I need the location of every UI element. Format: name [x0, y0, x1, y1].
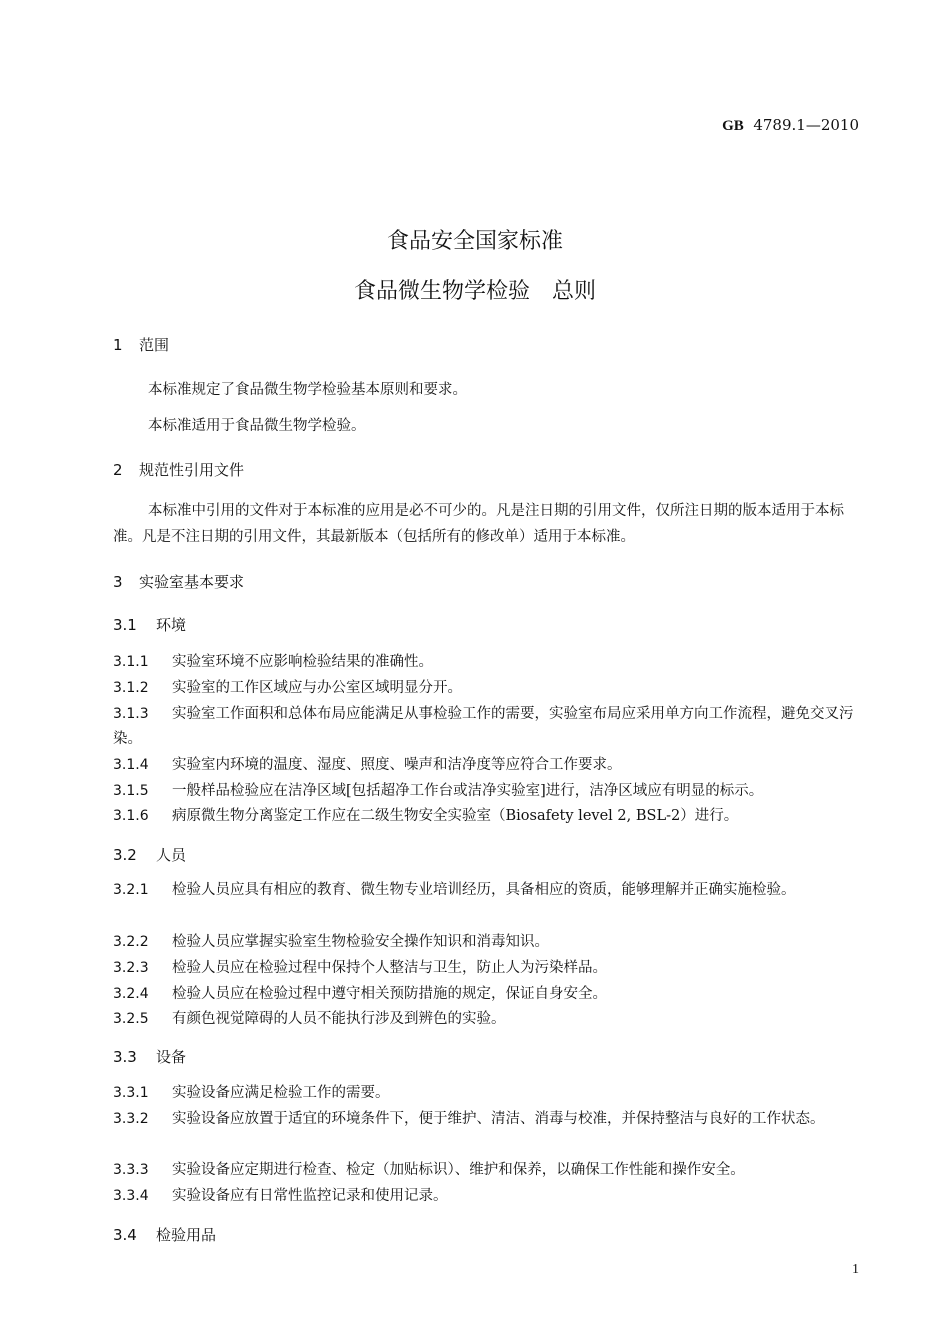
- clause-3-2-5: 3.2.5 有颜色视觉障碍的人员不能执行涉及到辨色的实验。: [113, 1011, 506, 1027]
- clause-3-2-2: 3.2.2 检验人员应掌握实验室生物检验安全操作知识和消毒知识。: [113, 934, 549, 950]
- section-2-heading: 2 规范性引用文件: [113, 461, 245, 479]
- section-3-1-heading: 3.1 环境: [113, 616, 187, 634]
- standard-number: 4789.1—2010: [753, 116, 859, 134]
- clause-3-1-4: 3.1.4 实验室内环境的温度、湿度、照度、噪声和洁净度等应符合工作要求。: [113, 757, 622, 773]
- standard-code: GB 4789.1—2010: [722, 116, 859, 134]
- section-1-para-2: 本标准适用于食品微生物学检验。: [148, 418, 366, 434]
- clause-3-3-3: 3.3.3 实验设备应定期进行检查、检定（加贴标识）、维护和保养，以确保工作性能和操作安全。: [113, 1162, 745, 1178]
- section-3-3-heading: 3.3 设备: [113, 1048, 187, 1066]
- section-3-4-heading: 3.4 检验用品: [113, 1226, 217, 1244]
- section-1-para-1: 本标准规定了食品微生物学检验基本原则和要求。: [148, 382, 467, 398]
- page-number: 1: [852, 1262, 859, 1277]
- clause-3-1-6: 3.1.6 病原微生物分离鉴定工作应在二级生物安全实验室（Biosafety level 2, BSL-2）进行。: [113, 808, 739, 824]
- clause-3-2-4: 3.2.4 检验人员应在检验过程中遵守相关预防措施的规定，保证自身安全。: [113, 986, 607, 1002]
- section-3-heading: 3 实验室基本要求: [113, 573, 245, 591]
- clause-3-3-1: 3.3.1 实验设备应满足检验工作的需要。: [113, 1085, 390, 1101]
- section-3-2-heading: 3.2 人员: [113, 846, 187, 864]
- clause-3-1-2: 3.1.2 实验室的工作区域应与办公室区域明显分开。: [113, 680, 462, 696]
- document-title-line2: 食品微生物学检验 总则: [353, 279, 596, 304]
- clause-3-3-4: 3.3.4 实验设备应有日常性监控记录和使用记录。: [113, 1188, 448, 1204]
- clause-3-1-1: 3.1.1 实验室环境不应影响检验结果的准确性。: [113, 654, 433, 670]
- clause-3-2-3: 3.2.3 检验人员应在检验过程中保持个人整洁与卫生，防止人为污染样品。: [113, 960, 607, 976]
- clause-3-1-5: 3.1.5 一般样品检验应在洁净区域[包括超净工作台或洁净实验室]进行，洁净区域应有明显的标示。: [113, 783, 764, 799]
- clause-3-3-2: 3.3.2 实验设备应放置于适宜的环境条件下，便于维护、清洁、消毒与校准，并保持整洁与良好的工作状态。: [113, 1111, 825, 1127]
- clause-3-2-1: 3.2.1 检验人员应具有相应的教育、微生物专业培训经历，具备相应的资质，能够理解并正确实施检验。: [113, 882, 796, 898]
- clause-3-1-3: 3.1.3 实验室工作面积和总体布局应能满足从事检验工作的需要，实验室布局应采用单方向工作流程，避免交叉污染。: [113, 706, 854, 747]
- section-2-para-1: 本标准中引用的文件对于本标准的应用是必不可少的。凡是注日期的引用文件，仅所注日期的版本适用于本标准。凡是不注日期的引用文件，其最新版本（包括所有的修改单）适用于本标准。: [113, 503, 844, 545]
- section-1-heading: 1 范围: [113, 336, 170, 354]
- document-title-line1: 食品安全国家标准: [386, 229, 563, 254]
